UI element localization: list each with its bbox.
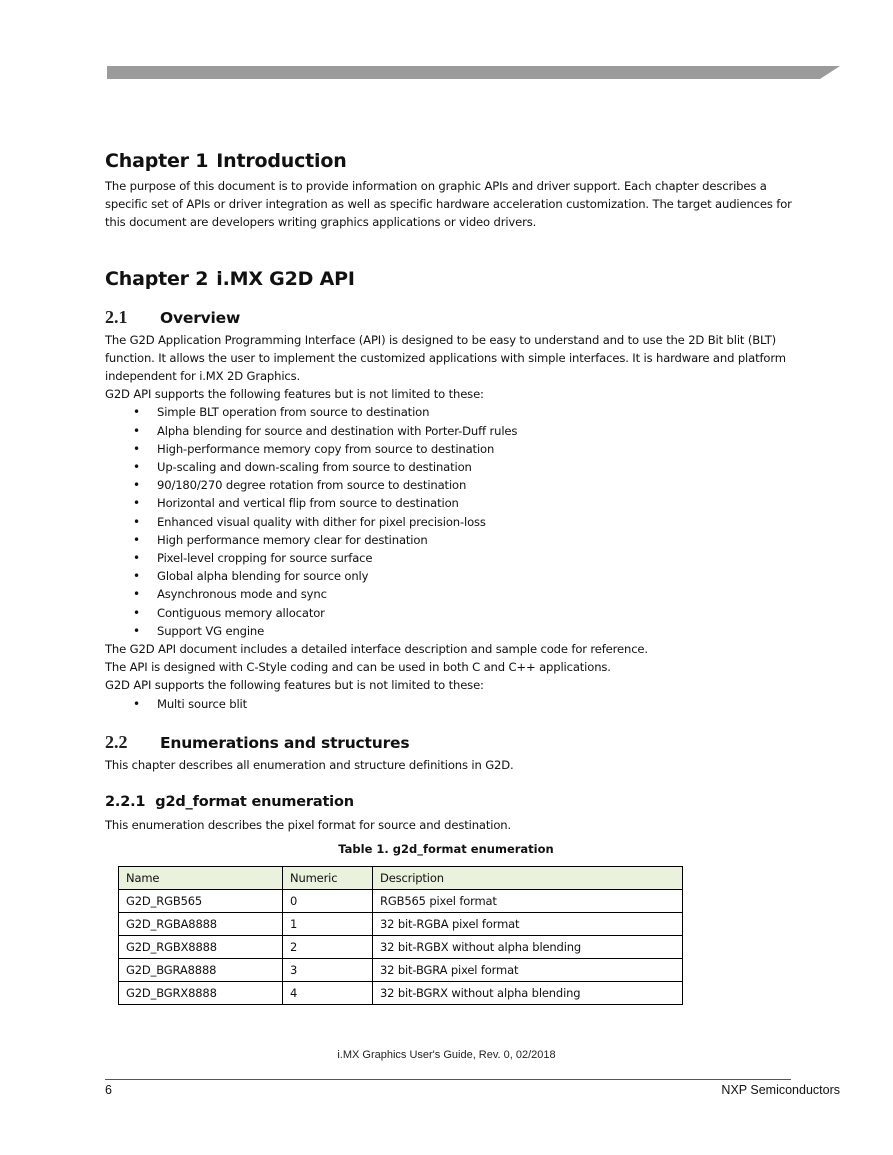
section-2-2-body: This chapter describes all enumeration and structure definitions in G2D. <box>105 757 514 772</box>
features-lead: G2D API supports the following features but is not limited to these: <box>105 387 484 402</box>
table-cell: G2D_RGBX8888 <box>119 936 283 959</box>
section-2-2-1-heading <box>105 791 795 813</box>
list-item: • Horizontal and vertical flip from source to destination <box>133 494 795 512</box>
table-row <box>119 890 683 913</box>
table-cell: 0 <box>283 890 373 913</box>
footer-doc-title: i.MX Graphics User's Guide, Rev. 0, 02/2018 <box>337 1049 556 1061</box>
table-cell: 2 <box>283 936 373 959</box>
features-list <box>105 403 795 640</box>
company-name: NXP Semiconductors <box>721 1083 840 1097</box>
list-item: • Simple BLT operation from source to destination <box>133 403 795 421</box>
list-item: • 90/180/270 degree rotation from source to destination <box>133 476 795 494</box>
list-item: • Contiguous memory allocator <box>133 604 795 622</box>
table-cell: G2D_BGRA8888 <box>119 959 283 982</box>
list-item: • Enhanced visual quality with dither for pixel precision-loss <box>133 513 795 531</box>
chapter-2-heading <box>105 266 795 292</box>
section-2-2-1-body: This enumeration describes the pixel format for source and destination. <box>105 818 512 833</box>
column-header: Description <box>373 867 683 890</box>
list-item: • Up-scaling and down-scaling from source to destination <box>133 458 795 476</box>
header-bar <box>107 66 840 79</box>
table-row <box>119 913 683 936</box>
chapter-2-number: Chapter 2 <box>105 267 209 290</box>
column-header: Numeric <box>283 867 373 890</box>
section-2-1-number: 2.1 <box>105 306 128 327</box>
table-header-row <box>119 867 683 890</box>
list-item: • Pixel-level cropping for source surface <box>133 549 795 567</box>
page-number: 6 <box>105 1083 112 1097</box>
table-row <box>119 959 683 982</box>
list-item: • High performance memory clear for destination <box>133 531 795 549</box>
table-cell: G2D_RGB565 <box>119 890 283 913</box>
table-cell: 32 bit-BGRX without alpha blending <box>373 982 683 1005</box>
column-header: Name <box>119 867 283 890</box>
list-item: • Asynchronous mode and sync <box>133 585 795 603</box>
footer-divider <box>105 1079 791 1080</box>
section-2-2-1-number: 2.2.1 <box>105 794 146 811</box>
section-2-1-title: Overview <box>160 308 241 327</box>
table-caption: Table 1. g2d_format enumeration <box>338 842 554 857</box>
table-cell: 1 <box>283 913 373 936</box>
chapter-2-title: i.MX G2D API <box>216 267 355 290</box>
table-cell: G2D_BGRX8888 <box>119 982 283 1005</box>
table-cell: RGB565 pixel format <box>373 890 683 913</box>
table-cell: 32 bit-RGBA pixel format <box>373 913 683 936</box>
chapter-1-title: Introduction <box>216 150 347 172</box>
table-cell: 3 <box>283 959 373 982</box>
chapter-1-heading <box>105 148 795 174</box>
style-note: The API is designed with C-Style coding and can be used in both C and C++ applications. <box>105 660 611 675</box>
section-2-2-number: 2.2 <box>105 731 128 752</box>
chapter-1-number: Chapter 1 <box>105 150 209 172</box>
chapter-1-body: The purpose of this document is to provide information on graphic APIs and driver support. Each chapter describes a specific set of APIs or driver integration as well as specific hardware acceleration customization. The target audiences for this document are developers writing graphics applications or video drivers. <box>105 179 792 230</box>
list-item: • Multi source blit <box>133 695 795 713</box>
table-row <box>119 982 683 1005</box>
list-item: • Alpha blending for source and destination with Porter-Duff rules <box>133 422 795 440</box>
list-item: • High-performance memory copy from source to destination <box>133 440 795 458</box>
doc-note: The G2D API document includes a detailed interface description and sample code for reference. <box>105 642 648 657</box>
table-cell: G2D_RGBA8888 <box>119 913 283 936</box>
table-cell: 4 <box>283 982 373 1005</box>
table-cell: 32 bit-RGBX without alpha blending <box>373 936 683 959</box>
list-item: • Global alpha blending for source only <box>133 567 795 585</box>
format-table <box>118 866 683 1005</box>
section-2-1-heading <box>105 304 795 331</box>
list-item: • Support VG engine <box>133 622 795 640</box>
page-content <box>105 148 795 1005</box>
features-list-2 <box>105 695 795 713</box>
section-2-2-title: Enumerations and structures <box>160 733 410 752</box>
section-2-1-intro: The G2D Application Programming Interface (API) is designed to be easy to understand and to use the 2D Bit blit (BLT) function. It allows the user to implement the customized applications with simple interfaces. It is hardware and platform independent for i.MX 2D Graphics. <box>105 332 786 384</box>
section-2-2-1-title: g2d_format enumeration <box>155 794 354 811</box>
section-2-2-heading <box>105 729 795 756</box>
table-row <box>119 936 683 959</box>
features-lead-2: G2D API supports the following features but is not limited to these: <box>105 678 484 693</box>
table-cell: 32 bit-BGRA pixel format <box>373 959 683 982</box>
